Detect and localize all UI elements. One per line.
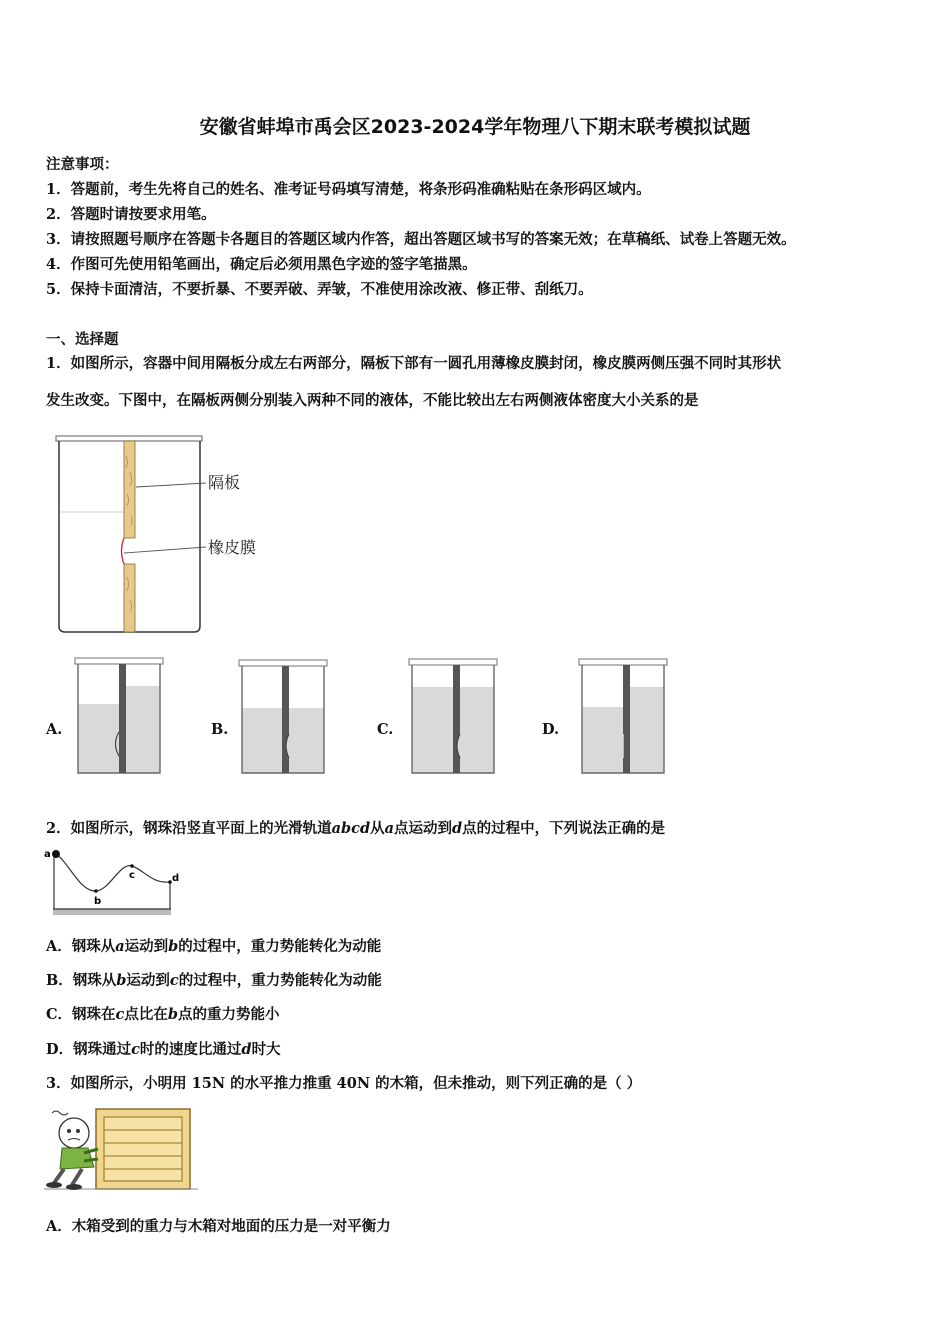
point-a: a — [44, 849, 51, 860]
option-a-label: A. — [46, 721, 63, 738]
point-c: c — [129, 870, 135, 881]
question-1-stem-line1: 1．如图所示，容器中间用隔板分成左右两部分，隔板下部有一圆孔用薄橡皮膜封闭，橡皮膜两侧压强不同时其形状 — [46, 355, 782, 372]
notice-item-5: 5．保持卡面清洁，不要折暴、不要弄破、弄皱，不准使用涂改液、修正带、刮纸刀。 — [46, 281, 593, 298]
container-diagram — [52, 432, 282, 638]
section-heading: 一、选择题 — [46, 331, 119, 348]
notice-item-3: 3．请按照题号顺序在答题卡各题目的答题区域内作答，超出答题区域书写的答案无效；在草稿纸、试卷上答题无效。 — [46, 231, 796, 248]
question-2-option-b: B．钢珠从b运动到c的过程中，重力势能转化为动能 — [46, 972, 382, 989]
notice-heading: 注意事项： — [46, 156, 119, 173]
question-1-stem-line2: 发生改变。下图中，在隔板两侧分别装入两种不同的液体，不能比较出左右两侧液体密度大小关系的是 — [46, 392, 699, 409]
question-3-stem: 3．如图所示，小明用 15N 的水平推力推重 40N 的木箱，但未推动，则下列正确的是（ ） — [46, 1075, 642, 1092]
question-2-option-a: A．钢珠从a运动到b的过程中，重力势能转化为动能 — [46, 938, 382, 955]
option-d-diagram — [578, 657, 670, 780]
page-title: 安徽省蚌埠市禹会区2023-2024学年物理八下期末联考模拟试题 — [199, 116, 751, 138]
notice-item-4: 4．作图可先使用铅笔画出，确定后必须用黑色字迹的签字笔描黑。 — [46, 256, 477, 273]
notice-item-1: 1．答题前，考生先将自己的姓名、准考证号码填写清楚，将条形码准确粘贴在条形码区域内。 — [46, 181, 651, 198]
question-2-stem: 2．如图所示，钢珠沿竖直平面上的光滑轨道abcd从a点运动到d点的过程中，下列说法正确的是 — [46, 820, 666, 837]
point-d: d — [172, 873, 180, 884]
question-2-option-c: C．钢珠在c点比在b点的重力势能小 — [46, 1006, 280, 1023]
notice-item-2: 2．答题时请按要求用笔。 — [46, 206, 216, 223]
option-b-label: B. — [211, 721, 229, 738]
membrane-label: 橡皮膜 — [208, 538, 257, 557]
track-diagram — [40, 844, 190, 919]
option-a-diagram — [74, 656, 166, 780]
boy-pushing-box-diagram — [44, 1103, 198, 1195]
partition-label: 隔板 — [208, 473, 241, 492]
option-c-label: C. — [377, 721, 394, 738]
point-b: b — [94, 896, 102, 907]
option-b-diagram — [238, 658, 330, 780]
question-2-option-d: D．钢珠通过c时的速度比通过d时大 — [46, 1041, 281, 1058]
option-c-diagram — [408, 657, 500, 780]
steel-ball-icon — [52, 850, 60, 858]
option-d-label: D. — [542, 721, 560, 738]
question-3-option-a: A．木箱受到的重力与木箱对地面的压力是一对平衡力 — [46, 1218, 391, 1235]
